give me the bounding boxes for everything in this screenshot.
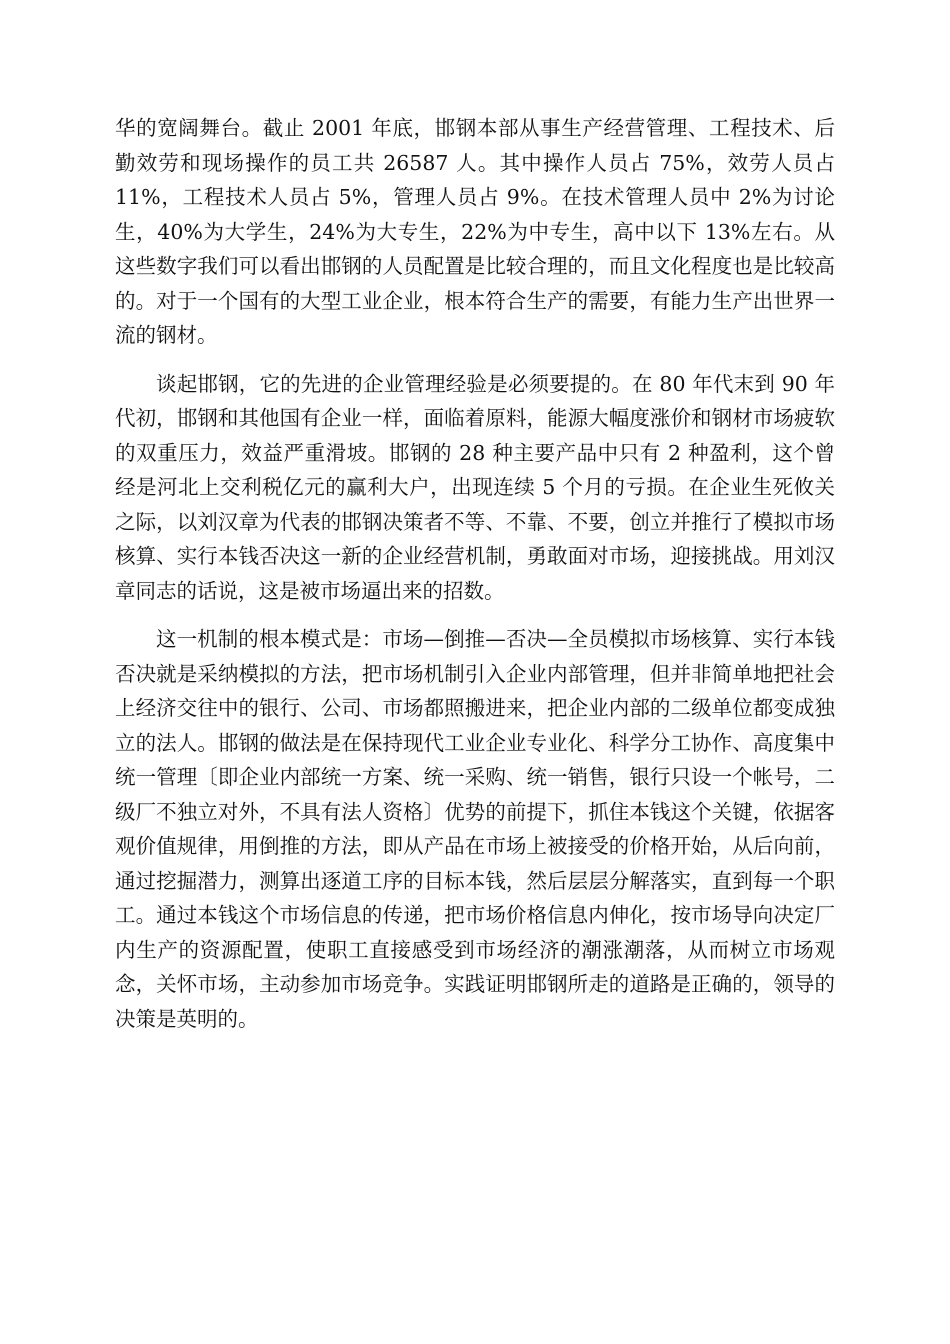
paragraph-mechanism-model: 这一机制的根本模式是：市场—倒推—否决—全员模拟市场核算、实行本钱否决就是采纳模拟的方法，把市场机制引入企业内部管理，但并非简单地把社会上经济交往中的银行、公司、市场都照搬进来，把企业内部的二级单位都变成独立的法人。邯钢的做法是在保持现代工业企业专业化、科学分工协作、高度集中统一管理〔即企业内部统一方案、统一采购、统一销售，银行只设一个帐号，二级厂不独立对外，不具有法人资格〕优势的前提下，抓住本钱这个关键，依据客观价值规律，用倒推的方法，即从产品在市场上被接受的价格开始，从后向前，通过挖掘潜力，测算出逐道工序的目标本钱，然后层层分解落实，直到每一个职工。通过本钱这个市场信息的传递，把市场价格信息内伸化，按市场导向决定厂内生产的资源配置，使职工直接感受到市场经济的潮涨潮落，从而树立市场观念，关怀市场，主动参加市场竞争。实践证明邯钢所走的道路是正确的，领导的决策是英明的。	[115, 627, 835, 1031]
paragraph-management-experience: 谈起邯钢，它的先进的企业管理经验是必须要提的。在 80 年代末到 90 年代初，邯钢和其他国有企业一样，面临着原料，能源大幅度涨价和钢材市场疲软的双重压力，效益严重滑坡。邯钢的 28 种主要产品中只有 2 种盈利，这个曾经是河北上交利税亿元的赢利大户，出现连续 5 个月的亏损。在企业生死攸关之际，以刘汉章为代表的邯钢决策者不等、不靠、不要，创立并推行了模拟市场核算、实行本钱否决这一新的企业经营机制，勇敢面对市场，迎接挑战。用刘汉章同志的话说，这是被市场逼出来的招数。	[115, 371, 835, 603]
document-page	[115, 111, 835, 1036]
paragraph-staff-statistics: 华的宽阔舞台。截止 2001 年底，邯钢本部从事生产经营管理、工程技术、后勤效劳和现场操作的员工共 26587 人。其中操作人员占 75%，效劳人员占 11%，工程技术人员占 5%，管理人员占 9%。在技术管理人员中 2%为讨论生，40%为大学生，24%为大专生，22%为中专生，高中以下 13%左右。从这些数字我们可以看出邯钢的人员配置是比较合理的，而且文化程度也是比较高的。对于一个国有的大型工业企业，根本符合生产的需要，有能力生产出世界一流的钢材。	[115, 116, 835, 347]
